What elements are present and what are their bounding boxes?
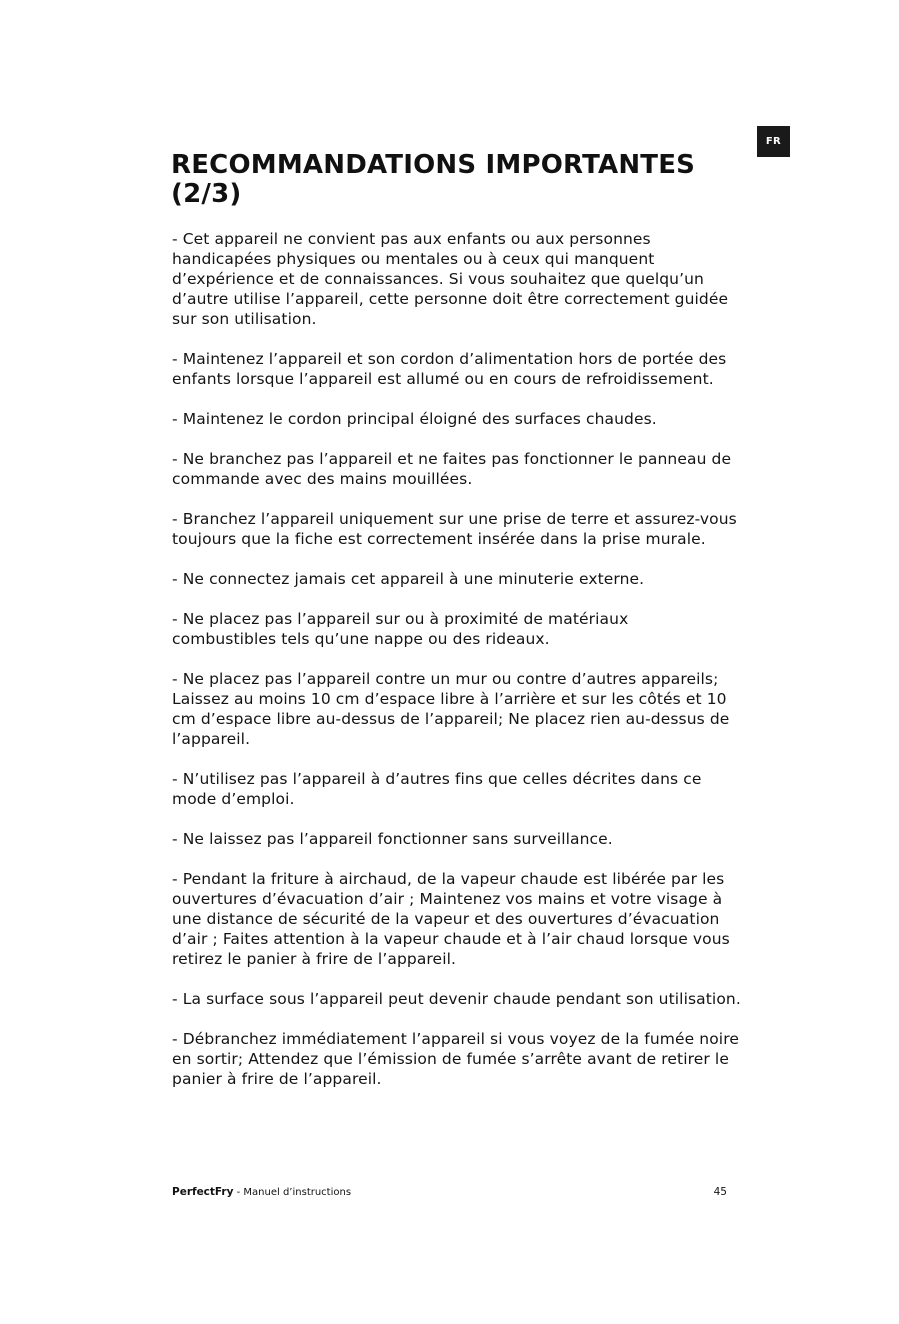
recommendation-paragraph: - Ne connectez jamais cet appareil à une minuterie externe. — [172, 570, 645, 588]
recommendation-paragraph: - Maintenez l’appareil et son cordon d’alimentation hors de portée des enfants lorsque l’appareil est allumé ou en cours de refroidissement. — [172, 350, 727, 388]
page-number: 45 — [713, 1186, 727, 1198]
recommendation-paragraph: - Ne placez pas l’appareil sur ou à proximité de matériaux combustibles tels qu’une nappe ou des rideaux. — [172, 610, 629, 648]
language-badge: FR — [757, 126, 790, 157]
recommendation-paragraph: - Ne placez pas l’appareil contre un mur ou contre d’autres appareils; Laissez au moins 10 cm d’espace libre à l’arrière et sur les côtés et 10 cm d’espace libre au-dessus de l’appareil; Ne placez rien au-dessus de l’appareil. — [172, 670, 730, 748]
recommendation-paragraph: - Ne laissez pas l’appareil fonctionner sans surveillance. — [172, 830, 613, 848]
recommendation-paragraph: - Maintenez le cordon principal éloigné des surfaces chaudes. — [172, 410, 657, 428]
recommendation-paragraph: - Pendant la friture à airchaud, de la vapeur chaude est libérée par les ouvertures d’évacuation d’air ; Maintenez vos mains et votre visage à une distance de sécurité de la vapeur et des ouvertures d’évacuation d’air ; Faites attention à la vapeur chaude et à l’air chaud lorsque vous retirez le panier à frire de l’appareil. — [172, 870, 730, 968]
footer-subtitle: - Manuel d’instructions — [233, 1187, 352, 1198]
page-footer — [172, 1184, 727, 1200]
recommendation-paragraph: - Branchez l’appareil uniquement sur une prise de terre et assurez-vous toujours que la fiche est correctement insérée dans la prise murale. — [172, 510, 737, 548]
recommendations-list — [172, 229, 742, 1109]
page-title: RECOMMANDATIONS IMPORTANTES (2/3) — [171, 150, 696, 209]
recommendation-paragraph: - N’utilisez pas l’appareil à d’autres fins que celles décrites dans ce mode d’emploi. — [172, 770, 702, 808]
recommendation-paragraph: - La surface sous l’appareil peut devenir chaude pendant son utilisation. — [172, 990, 741, 1008]
recommendation-paragraph: - Débranchez immédiatement l’appareil si vous voyez de la fumée noire en sortir; Attendez que l’émission de fumée s’arrête avant de retirer le panier à frire de l’appareil. — [172, 1030, 739, 1088]
recommendation-paragraph: - Ne branchez pas l’appareil et ne faites pas fonctionner le panneau de commande avec des mains mouillées. — [172, 450, 732, 488]
recommendation-paragraph: - Cet appareil ne convient pas aux enfants ou aux personnes handicapées physiques ou mentales ou à ceux qui manquent d’expérience et de connaissances. Si vous souhaitez que quelqu’un d’autre utilise l’appareil, cette personne doit être correctement guidée sur son utilisation. — [172, 230, 729, 328]
footer-brand: PerfectFry — [172, 1186, 234, 1198]
